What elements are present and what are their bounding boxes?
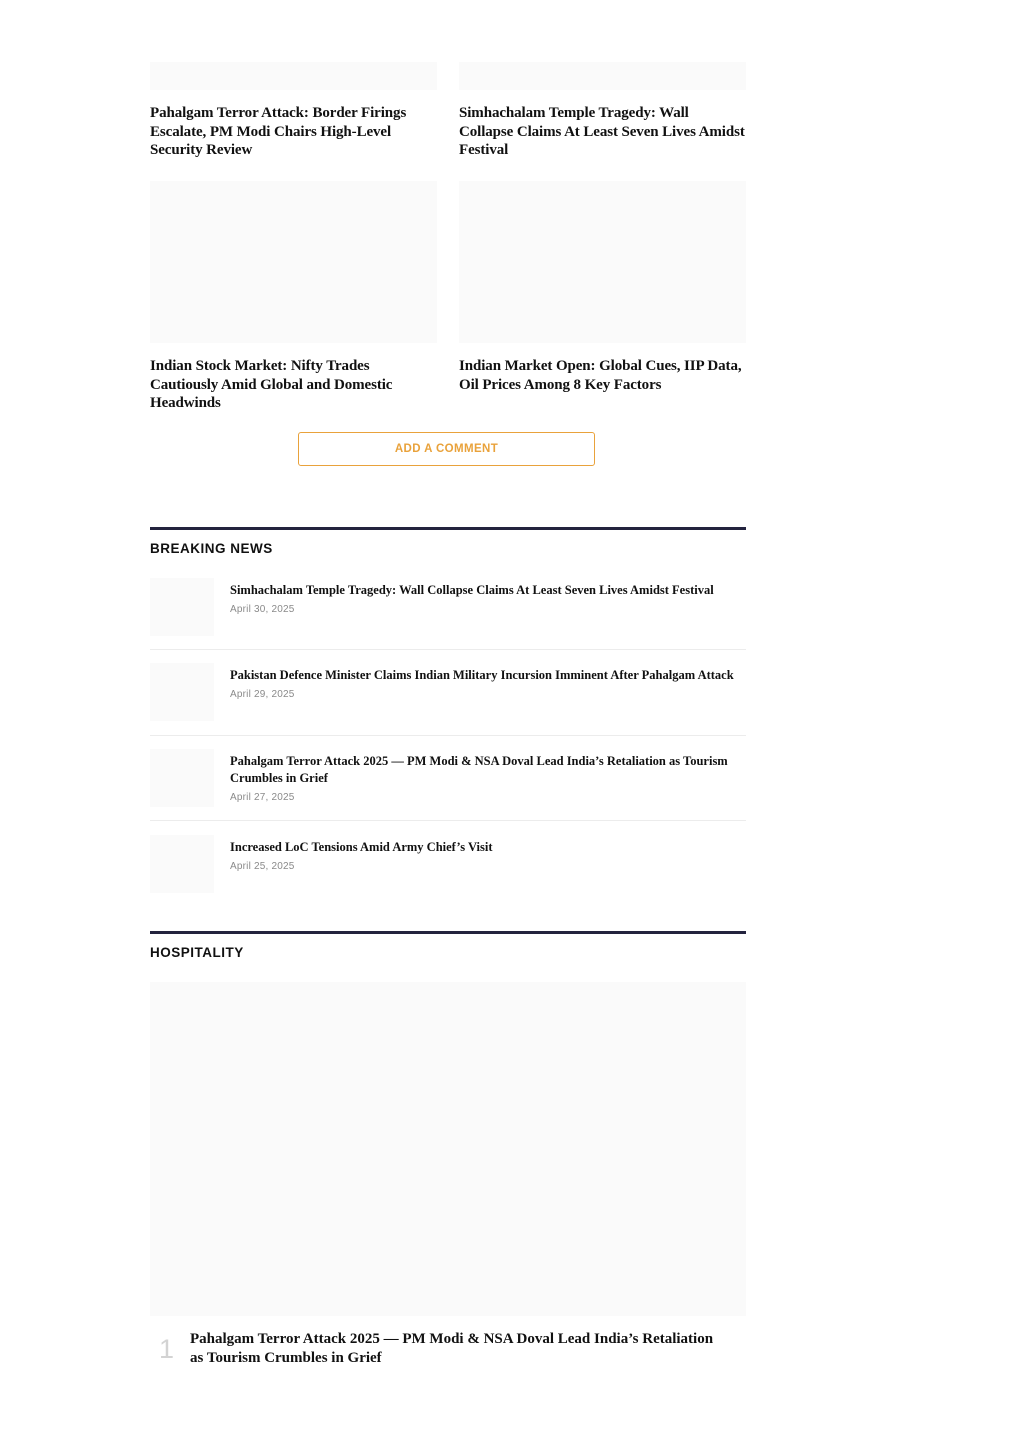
post-title[interactable]: Pahalgam Terror Attack 2025 — PM Modi & NSA Doval Lead India’s Retaliation as Tourism Crumbles in Grief xyxy=(230,754,728,785)
section-heading: BREAKING NEWS xyxy=(150,541,273,556)
post-thumbnail[interactable] xyxy=(150,749,214,807)
post-date: April 27, 2025 xyxy=(230,792,295,803)
rank-number: 1 xyxy=(159,1334,175,1364)
post-thumbnail[interactable] xyxy=(150,181,437,343)
post-title[interactable]: Pahalgam Terror Attack: Border Firings Escalate, PM Modi Chairs High-Level Security Review xyxy=(150,105,407,158)
divider xyxy=(150,735,746,736)
post-title[interactable]: Indian Stock Market: Nifty Trades Cautiously Amid Global and Domestic Headwinds xyxy=(150,358,393,411)
post-thumbnail[interactable] xyxy=(459,62,746,90)
related-post-card[interactable] xyxy=(459,62,746,160)
post-date: April 29, 2025 xyxy=(230,689,295,700)
related-post-card[interactable] xyxy=(150,181,437,413)
post-title[interactable]: Pahalgam Terror Attack 2025 — PM Modi & NSA Doval Lead India’s Retaliation as Tourism Crumbles in Grief xyxy=(190,1331,714,1366)
post-thumbnail[interactable] xyxy=(150,663,214,721)
post-thumbnail[interactable] xyxy=(459,181,746,343)
post-date: April 25, 2025 xyxy=(230,861,295,872)
post-title[interactable]: Simhachalam Temple Tragedy: Wall Collapse Claims At Least Seven Lives Amidst Festival xyxy=(459,105,745,158)
section-divider xyxy=(150,527,746,530)
post-thumbnail[interactable] xyxy=(150,578,214,636)
add-comment-button[interactable]: ADD A COMMENT xyxy=(298,432,595,466)
divider xyxy=(150,820,746,821)
post-title[interactable]: Indian Market Open: Global Cues, IIP Data, Oil Prices Among 8 Key Factors xyxy=(459,358,742,393)
post-title[interactable]: Increased LoC Tensions Amid Army Chief’s Visit xyxy=(230,840,493,854)
related-post-card[interactable] xyxy=(150,62,437,160)
post-thumbnail[interactable] xyxy=(150,62,437,90)
section-divider xyxy=(150,931,746,934)
post-title[interactable]: Pakistan Defence Minister Claims Indian Military Incursion Imminent After Pahalgam Attack xyxy=(230,668,734,682)
section-heading: HOSPITALITY xyxy=(150,945,244,960)
post-date: April 30, 2025 xyxy=(230,604,295,615)
related-post-card[interactable] xyxy=(459,181,746,394)
divider xyxy=(150,649,746,650)
breaking-news-section xyxy=(150,527,746,556)
post-thumbnail[interactable] xyxy=(150,835,214,893)
post-title[interactable]: Simhachalam Temple Tragedy: Wall Collapse Claims At Least Seven Lives Amidst Festival xyxy=(230,583,714,597)
featured-post-image[interactable] xyxy=(150,982,746,1316)
hospitality-section xyxy=(150,931,746,960)
